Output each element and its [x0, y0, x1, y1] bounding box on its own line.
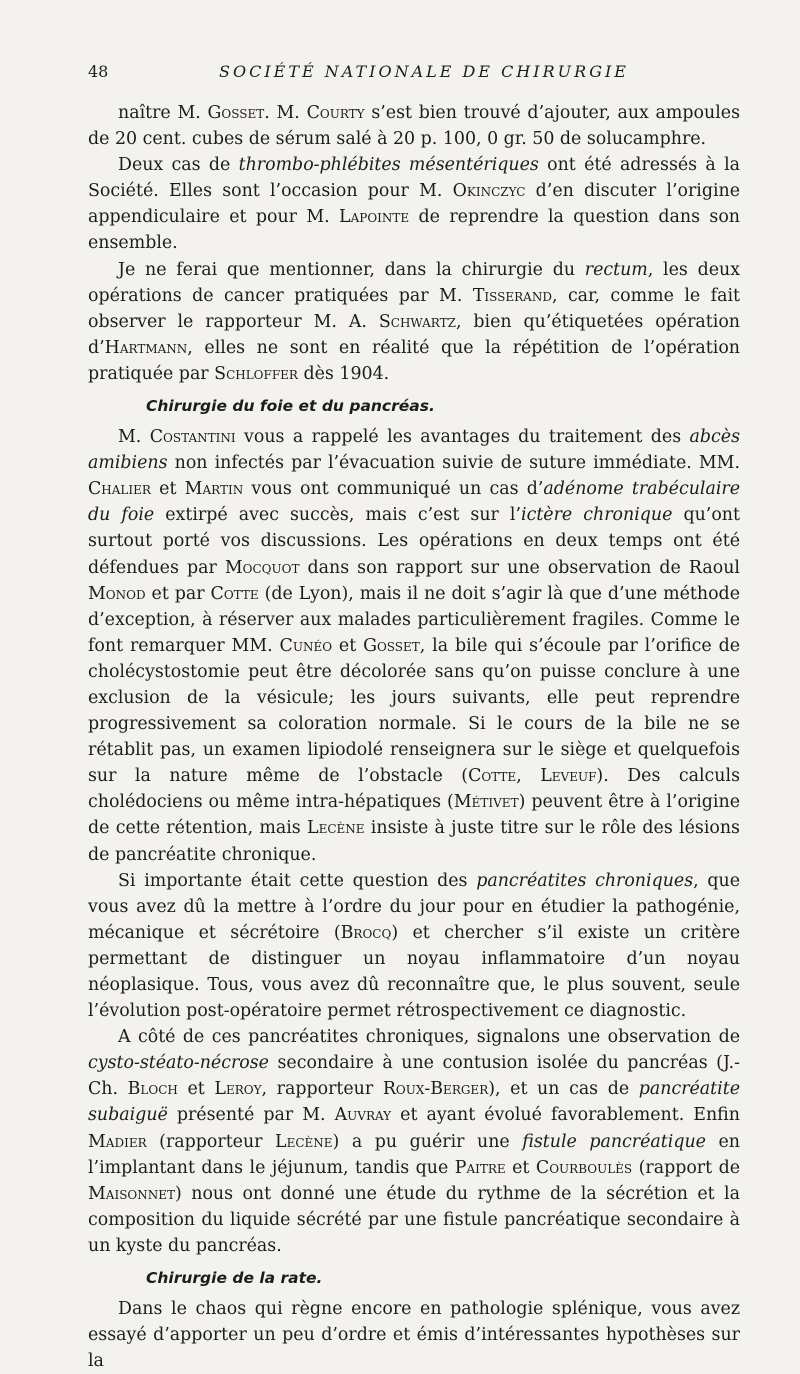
text-run: et ayant évolué favorablement. Enfin [391, 1105, 740, 1126]
text-run: ) a pu guérir une [332, 1131, 523, 1152]
text-run: A côté de ces pancréatites chroniques, signalons une observation de [118, 1027, 740, 1048]
author-name: Lecène [307, 818, 365, 839]
author-name: Chalier [88, 479, 151, 500]
author-name: Schloffer [214, 363, 298, 384]
section-heading-spleen: Chirurgie de la rate. [146, 1269, 323, 1288]
page-number: 48 [88, 62, 109, 81]
text-run: et [150, 479, 185, 500]
author-name: Métivet [453, 792, 519, 813]
text-run: ) peuvent être à l’origine de cette rétention, mais [88, 792, 740, 839]
author-name: Mocquot [224, 557, 300, 578]
emphasis-term: ictère chronique [521, 505, 673, 526]
text-run: non infectés par l’évacuation suivie de suture immédiate. MM. [167, 453, 740, 474]
author-name: Lapointe [339, 207, 410, 228]
text-run: ont été adressés à la Société. Elles sont l’occasion pour M. [88, 155, 740, 202]
text-run: Si importante était cette question des [118, 870, 477, 891]
author-name: Hartmann [104, 337, 188, 358]
author-name: Paitre [454, 1157, 506, 1178]
text-run: extirpé avec succès, mais c’est sur l’ [154, 505, 522, 526]
text-run: (rapporteur [146, 1131, 276, 1152]
text-run: ). Des calculs cholédociens ou même intra-hépatiques ( [88, 766, 740, 813]
text-run: d’en discuter l’origine appendiculaire et pour M. [88, 181, 740, 228]
text-run: et [177, 1079, 215, 1100]
emphasis-term: rectum [584, 259, 648, 280]
text-run: naître M. [118, 103, 208, 123]
author-name: Madier [88, 1131, 147, 1152]
text-run: Deux cas de [118, 155, 239, 176]
author-name: Gosset [363, 635, 420, 656]
author-name: Courboulès [535, 1157, 633, 1178]
author-name: Gosset [207, 103, 265, 123]
text-run: , [516, 766, 541, 787]
text-run: , la bile qui s’écoule par l’orifice de cholécystostomie peut être décolorée sans qu’on puisse conclure à une exclusion de la vésicule; les jours suivants, elle peut reprendre progressivement sa coloration normale. Si le cours de la bile ne se rétablit pas, un examen lipiodolé renseignera sur le siège et quelquefois sur la nature même de l’obstacle ( [88, 635, 740, 787]
paragraph-3 [88, 257, 740, 387]
author-name: Maisonnet [88, 1183, 176, 1204]
emphasis-term: adénome trabéculaire du foie [88, 479, 740, 526]
author-name: Costantini [149, 427, 236, 448]
text-run: Je ne ferai que mentionner, dans la chirurgie du [118, 259, 585, 280]
emphasis-term: thrombo-phlébites mésentériques [238, 155, 539, 176]
author-name: Lecène [275, 1131, 333, 1152]
emphasis-term: pancréatite subaiguë [88, 1079, 741, 1126]
text-run: et par [145, 583, 211, 604]
text-run: et [505, 1157, 536, 1178]
text-run: , les deux opérations de cancer pratiquées par M. [88, 259, 740, 306]
author-name: Okinczyc [452, 181, 526, 202]
text-run: , rapporteur [261, 1079, 383, 1100]
emphasis-term: cysto-stéato-nécrose [88, 1053, 269, 1074]
author-name: Leveuf [540, 766, 597, 787]
text-run: de reprendre la question dans son ensemble. [88, 207, 740, 254]
emphasis-term: pancréatites chroniques [476, 870, 694, 891]
text-run: , elles ne sont en réalité que la répétition de l’opération pratiquée par [88, 337, 740, 384]
paragraph-5 [88, 868, 740, 1025]
text-run: , que vous avez dû la mettre à l’ordre du jour pour en étudier la pathogénie, mécanique et sécrétoire ( [88, 870, 740, 943]
text-run: , bien qu’étiquetées opération d’ [88, 311, 741, 358]
text-run: vous a rappelé les avantages du traitement des [235, 427, 690, 448]
author-name: Brocq [340, 922, 392, 943]
author-name: Cotte [468, 766, 517, 787]
paragraph-2 [88, 152, 740, 256]
text-run: . M. [264, 103, 307, 123]
text-run: et [332, 635, 364, 656]
text-run: présenté par M. [167, 1105, 335, 1126]
running-title: SOCIÉTÉ NATIONALE DE CHIRURGIE [219, 62, 629, 81]
author-name: Cotte [210, 583, 259, 604]
author-name: Roux-Berger [382, 1079, 489, 1100]
section-heading-liver-pancreas: Chirurgie du foie et du pancréas. [146, 397, 435, 416]
paragraph-1 [88, 100, 740, 152]
text-run: ) et chercher s’il existe un critère permettant de distinguer un noyau inflammatoire d’un noyau néoplasique. Tous, vous avez dû reconnaître que, le plus souvent, seule l’évolution post-opératoire permet rétrospectivement ce diagnostic. [88, 922, 740, 1022]
author-name: Monod [88, 583, 146, 604]
author-name: Schwartz [378, 311, 456, 332]
paragraph-7 [88, 1296, 740, 1374]
author-name: Bloch [127, 1079, 178, 1100]
text-run: ) nous ont donné une étude du rythme de la sécrétion et la composition du liquide sécrété par une fistule pancréatique secondaire à un kyste du pancréas. [88, 1183, 740, 1256]
text-run: insiste à juste titre sur le rôle des lésions de pancréatite chronique. [88, 818, 740, 865]
emphasis-term: fistule pancréatique [522, 1131, 706, 1152]
author-name: Martin [184, 479, 244, 500]
body-text [88, 100, 740, 1374]
text-run: dans son rapport sur une observation de Raoul [299, 557, 740, 578]
text-run: s’est bien trouvé d’ajouter, aux ampoules de 20 cent. cubes de sérum salé à 20 p. 100, 0 gr. 50 de solucamphre. [88, 103, 741, 150]
text-run: qu’ont surtout porté vos discussions. Les opérations en deux temps ont été défendues par [88, 505, 740, 578]
text-run: ), et un cas de [488, 1079, 639, 1100]
author-name: Leroy [214, 1079, 262, 1100]
text-run: (rapport de [632, 1157, 741, 1178]
text-run: secondaire à une contusion isolée du pancréas (J.-Ch. [88, 1053, 740, 1100]
text-run: (de Lyon), mais il ne doit s’agir là que d’une méthode d’exception, à réserver aux malades particulièrement fragiles. Comme le font remarquer MM. [88, 583, 740, 656]
text-run: vous ont communiqué un cas d’ [243, 479, 544, 500]
text-run: Dans le chaos qui règne encore en pathologie splénique, vous avez essayé d’apporter un peu d’ordre et émis d’intéressantes hypothèses sur la [88, 1299, 740, 1372]
author-name: Auvray [334, 1105, 392, 1126]
text-run: en l’implantant dans le jéjunum, tandis que [88, 1131, 740, 1178]
paragraph-6 [88, 1024, 740, 1259]
text-run: M. [118, 427, 150, 448]
author-name: Tisserand [472, 285, 552, 306]
text-run: , car, comme le fait observer le rapporteur M. A. [88, 285, 740, 332]
paragraph-4 [88, 424, 740, 868]
text-run: dès 1904. [297, 363, 390, 384]
page-header [88, 60, 740, 84]
author-name: Cunéo [279, 635, 333, 656]
author-name: Courty [306, 103, 365, 123]
emphasis-term: abcès amibiens [88, 427, 740, 474]
